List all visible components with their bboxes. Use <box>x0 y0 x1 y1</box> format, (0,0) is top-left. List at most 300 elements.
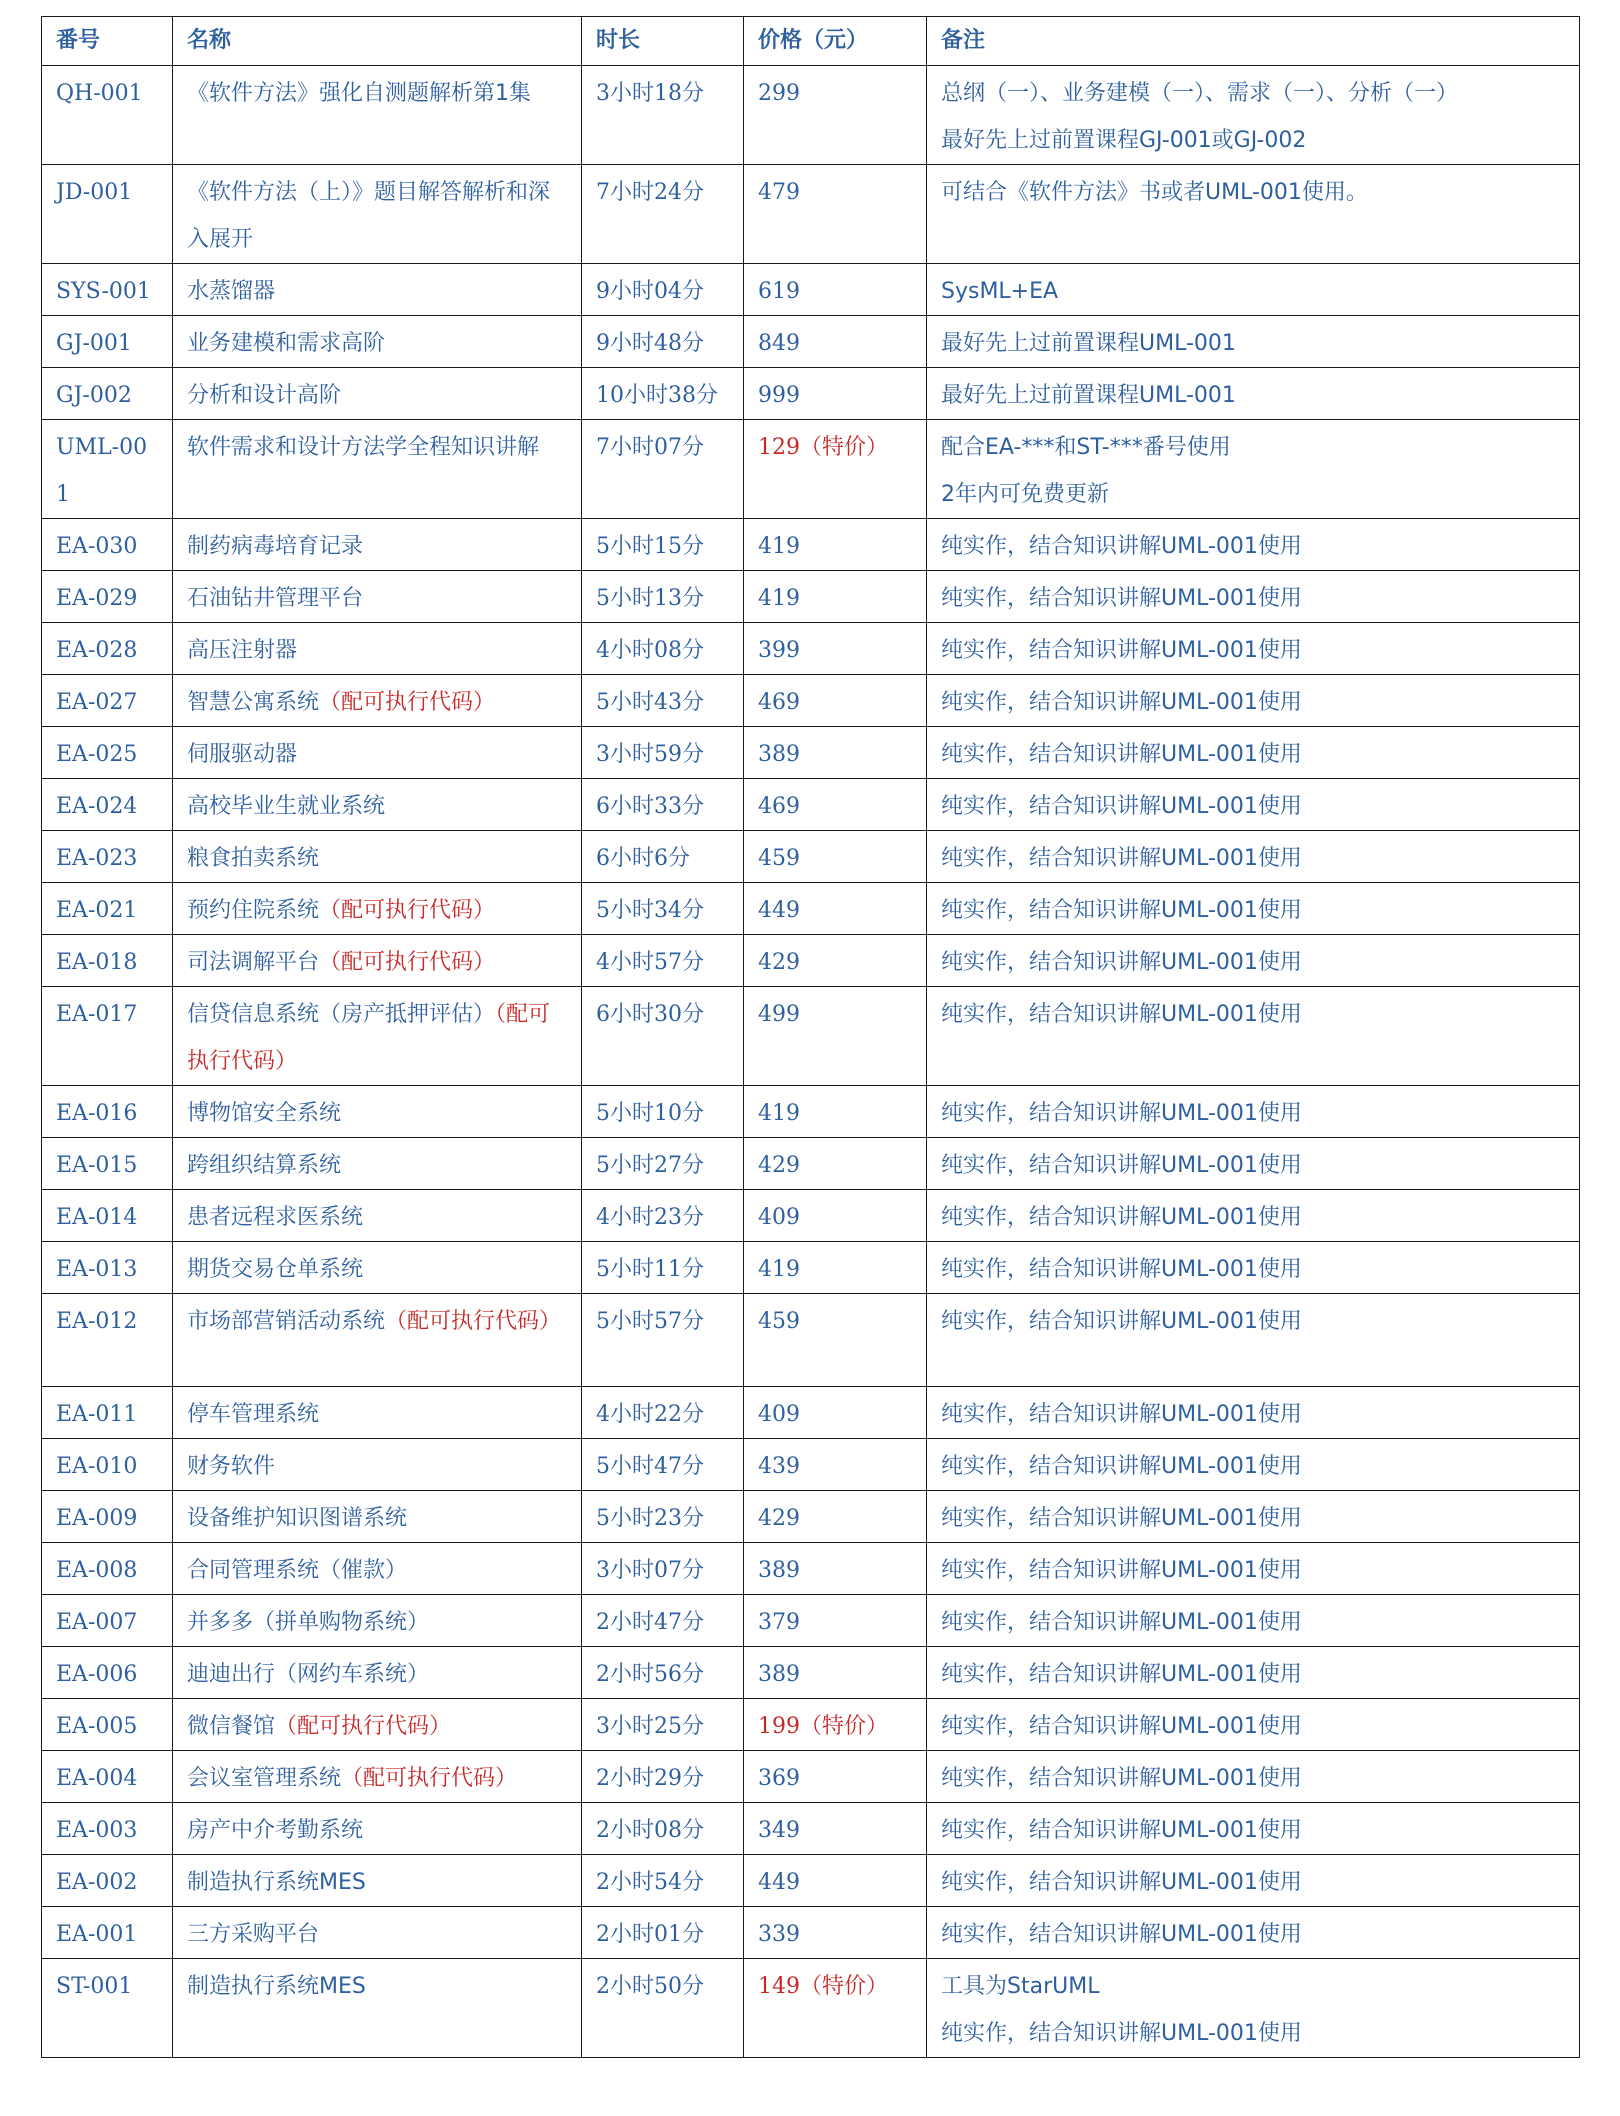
table-row <box>42 1855 1580 1907</box>
duration-cell-text: 5小时10分 <box>596 1101 704 1126</box>
note-line: 纯实作，结合知识讲解UML-001使用 <box>941 1714 1302 1739</box>
note-line: SysML+EA <box>941 279 1059 304</box>
duration-cell <box>582 987 744 1086</box>
code-cell <box>42 1751 173 1803</box>
header-note: 备注 <box>927 17 1580 66</box>
note-line: 2年内可免费更新 <box>941 482 1109 507</box>
duration-cell <box>582 1959 744 2058</box>
note-line: 纯实作，结合知识讲解UML-001使用 <box>941 1870 1302 1895</box>
code-cell-text: EA-010 <box>56 1454 138 1479</box>
course-table <box>41 16 1580 2058</box>
price-cell-text: 619 <box>758 279 800 304</box>
name-cell <box>173 264 582 316</box>
executable-code-tag: （配可执行代码） <box>341 1766 518 1791</box>
duration-cell <box>582 675 744 727</box>
price-cell-text: 449 <box>758 1870 800 1895</box>
note-cell <box>927 1491 1580 1543</box>
price-cell <box>744 987 927 1086</box>
price-cell <box>744 1751 927 1803</box>
price-cell <box>744 1647 927 1699</box>
price-cell <box>744 1543 927 1595</box>
duration-cell-text: 3小时18分 <box>596 81 704 106</box>
duration-cell-text: 7小时07分 <box>596 435 704 460</box>
duration-cell-text: 5小时13分 <box>596 586 704 611</box>
code-cell <box>42 1803 173 1855</box>
code-cell <box>42 987 173 1086</box>
price-cell <box>744 831 927 883</box>
code-cell-text: EA-006 <box>56 1662 138 1687</box>
price-cell <box>744 368 927 420</box>
table-row <box>42 831 1580 883</box>
duration-cell-text: 3小时07分 <box>596 1558 704 1583</box>
name-cell <box>173 1543 582 1595</box>
duration-cell-text: 2小时50分 <box>596 1974 704 1999</box>
duration-cell <box>582 1751 744 1803</box>
note-cell <box>927 779 1580 831</box>
duration-cell-text: 4小时08分 <box>596 638 704 663</box>
price-cell-text: 999 <box>758 383 800 408</box>
code-cell-text: EA-002 <box>56 1870 138 1895</box>
note-cell <box>927 1751 1580 1803</box>
note-cell <box>927 1387 1580 1439</box>
code-cell <box>42 727 173 779</box>
name-cell-text: 智慧公寓系统 <box>187 690 320 715</box>
name-cell <box>173 623 582 675</box>
note-cell <box>927 831 1580 883</box>
note-line: 纯实作，结合知识讲解UML-001使用 <box>941 794 1302 819</box>
code-cell <box>42 1387 173 1439</box>
note-line: 纯实作，结合知识讲解UML-001使用 <box>941 1818 1302 1843</box>
code-cell-text: EA-008 <box>56 1558 138 1583</box>
code-cell-text: GJ-001 <box>56 331 132 356</box>
header-price: 价格（元） <box>744 17 927 66</box>
note-line: 纯实作，结合知识讲解UML-001使用 <box>941 586 1302 611</box>
code-cell <box>42 883 173 935</box>
note-cell <box>927 1699 1580 1751</box>
table-row <box>42 1138 1580 1190</box>
code-cell <box>42 420 173 519</box>
note-line: 纯实作，结合知识讲解UML-001使用 <box>941 1205 1302 1230</box>
note-line: 配合EA-***和ST-***番号使用 <box>941 435 1231 460</box>
price-cell-text: 369 <box>758 1766 800 1791</box>
duration-cell <box>582 66 744 165</box>
code-cell <box>42 1543 173 1595</box>
duration-cell-text: 3小时59分 <box>596 742 704 767</box>
name-cell-text: 三方采购平台 <box>187 1922 320 1947</box>
duration-cell <box>582 1699 744 1751</box>
price-cell-text: 849 <box>758 331 800 356</box>
price-cell-text: 389 <box>758 742 800 767</box>
note-cell <box>927 1294 1580 1387</box>
note-cell <box>927 1086 1580 1138</box>
name-cell-text: 设备维护知识图谱系统 <box>187 1506 408 1531</box>
price-cell-text: 469 <box>758 794 800 819</box>
price-cell-text: 389 <box>758 1662 800 1687</box>
name-cell <box>173 1907 582 1959</box>
price-cell <box>744 1959 927 2058</box>
code-cell-text: EA-005 <box>56 1714 138 1739</box>
note-cell <box>927 1242 1580 1294</box>
name-cell-text: 《软件方法（上）》题目解答解析和深入展开 <box>187 180 551 252</box>
name-cell <box>173 675 582 727</box>
code-cell <box>42 1439 173 1491</box>
note-line: 总纲（一）、业务建模（一）、需求（一）、分析（一） <box>941 81 1459 106</box>
code-cell-text: EA-029 <box>56 586 138 611</box>
duration-cell <box>582 831 744 883</box>
name-cell-text: 财务软件 <box>187 1454 276 1479</box>
executable-code-tag: （配可执行代码） <box>187 1002 551 1074</box>
note-cell <box>927 1543 1580 1595</box>
code-cell-text: EA-027 <box>56 690 138 715</box>
note-cell <box>927 1855 1580 1907</box>
code-cell-text: EA-004 <box>56 1766 138 1791</box>
price-cell <box>744 1907 927 1959</box>
price-cell <box>744 675 927 727</box>
name-cell <box>173 987 582 1086</box>
table-row <box>42 571 1580 623</box>
table-row <box>42 1907 1580 1959</box>
code-cell <box>42 1138 173 1190</box>
name-cell <box>173 1751 582 1803</box>
price-cell-text: 429 <box>758 1506 800 1531</box>
table-row <box>42 1190 1580 1242</box>
duration-cell-text: 6小时6分 <box>596 846 690 871</box>
code-cell <box>42 1699 173 1751</box>
header-code: 番号 <box>42 17 173 66</box>
name-cell-text: 分析和设计高阶 <box>187 383 342 408</box>
note-cell <box>927 623 1580 675</box>
note-line: 纯实作，结合知识讲解UML-001使用 <box>941 1002 1302 1027</box>
name-cell-text: 市场部营销活动系统 <box>187 1309 386 1334</box>
duration-cell-text: 5小时11分 <box>596 1257 704 1282</box>
table-row <box>42 1543 1580 1595</box>
duration-cell-text: 2小时54分 <box>596 1870 704 1895</box>
table-row <box>42 1491 1580 1543</box>
name-cell <box>173 883 582 935</box>
name-cell <box>173 1855 582 1907</box>
code-cell-text: EA-016 <box>56 1101 138 1126</box>
note-line: 纯实作，结合知识讲解UML-001使用 <box>941 534 1302 559</box>
duration-cell <box>582 935 744 987</box>
price-cell <box>744 316 927 368</box>
note-line: 最好先上过前置课程UML-001 <box>941 331 1236 356</box>
duration-cell-text: 9小时48分 <box>596 331 704 356</box>
table-row <box>42 1294 1580 1387</box>
table-row <box>42 66 1580 165</box>
name-cell <box>173 1491 582 1543</box>
code-cell <box>42 316 173 368</box>
price-cell <box>744 519 927 571</box>
name-cell <box>173 1294 582 1387</box>
duration-cell <box>582 571 744 623</box>
table-row <box>42 519 1580 571</box>
header-duration: 时长 <box>582 17 744 66</box>
code-cell-text: GJ-002 <box>56 383 132 408</box>
duration-cell <box>582 316 744 368</box>
name-cell <box>173 1803 582 1855</box>
note-cell <box>927 1439 1580 1491</box>
note-line: 纯实作，结合知识讲解UML-001使用 <box>941 1153 1302 1178</box>
duration-cell <box>582 1242 744 1294</box>
price-cell <box>744 779 927 831</box>
price-cell-text: 429 <box>758 950 800 975</box>
price-cell <box>744 1855 927 1907</box>
note-cell <box>927 727 1580 779</box>
price-cell-text: 339 <box>758 1922 800 1947</box>
code-cell <box>42 831 173 883</box>
code-cell <box>42 1595 173 1647</box>
price-cell-text: 399 <box>758 638 800 663</box>
duration-cell-text: 6小时30分 <box>596 1002 704 1027</box>
duration-cell <box>582 1294 744 1387</box>
name-cell <box>173 1086 582 1138</box>
duration-cell-text: 4小时23分 <box>596 1205 704 1230</box>
code-cell <box>42 1242 173 1294</box>
code-cell-text: EA-012 <box>56 1309 138 1334</box>
code-cell-text: EA-025 <box>56 742 138 767</box>
duration-cell <box>582 1647 744 1699</box>
executable-code-tag: （配可执行代码） <box>319 690 496 715</box>
name-cell <box>173 1439 582 1491</box>
duration-cell-text: 5小时47分 <box>596 1454 704 1479</box>
duration-cell <box>582 1543 744 1595</box>
code-cell-text: ST-001 <box>56 1974 133 1999</box>
code-cell <box>42 1190 173 1242</box>
note-cell <box>927 935 1580 987</box>
name-cell-text: 《软件方法》强化自测题解析第1集 <box>187 81 531 106</box>
note-line: 纯实作，结合知识讲解UML-001使用 <box>941 1610 1302 1635</box>
table-row <box>42 420 1580 519</box>
price-cell <box>744 623 927 675</box>
duration-cell-text: 2小时01分 <box>596 1922 704 1947</box>
duration-cell <box>582 1595 744 1647</box>
note-line: 工具为StarUML <box>941 1974 1100 1999</box>
name-cell <box>173 1959 582 2058</box>
price-cell <box>744 264 927 316</box>
name-cell-text: 患者远程求医系统 <box>187 1205 364 1230</box>
price-cell <box>744 571 927 623</box>
name-cell-text: 高压注射器 <box>187 638 298 663</box>
code-cell <box>42 66 173 165</box>
duration-cell <box>582 727 744 779</box>
table-row <box>42 1086 1580 1138</box>
code-cell <box>42 1086 173 1138</box>
code-cell-text: EA-013 <box>56 1257 138 1282</box>
name-cell-text: 微信餐馆 <box>187 1714 276 1739</box>
table-row <box>42 1803 1580 1855</box>
duration-cell <box>582 420 744 519</box>
table-row <box>42 1959 1580 2058</box>
duration-cell-text: 5小时27分 <box>596 1153 704 1178</box>
name-cell <box>173 1595 582 1647</box>
note-line: 纯实作，结合知识讲解UML-001使用 <box>941 1257 1302 1282</box>
note-cell <box>927 264 1580 316</box>
price-cell <box>744 1699 927 1751</box>
price-cell <box>744 1242 927 1294</box>
code-cell-text: SYS-001 <box>56 279 151 304</box>
note-line: 最好先上过前置课程GJ-001或GJ-002 <box>941 128 1307 153</box>
duration-cell-text: 2小时29分 <box>596 1766 704 1791</box>
duration-cell-text: 5小时23分 <box>596 1506 704 1531</box>
name-cell-text: 业务建模和需求高阶 <box>187 331 386 356</box>
note-line: 纯实作，结合知识讲解UML-001使用 <box>941 1922 1302 1947</box>
code-cell <box>42 779 173 831</box>
duration-cell-text: 5小时34分 <box>596 898 704 923</box>
table-row <box>42 316 1580 368</box>
price-cell <box>744 1439 927 1491</box>
price-cell <box>744 1086 927 1138</box>
price-cell-text: 449 <box>758 898 800 923</box>
note-cell <box>927 675 1580 727</box>
duration-cell <box>582 1907 744 1959</box>
note-line: 纯实作，结合知识讲解UML-001使用 <box>941 898 1302 923</box>
code-cell-text: EA-017 <box>56 1002 138 1027</box>
price-cell-text: 499 <box>758 1002 800 1027</box>
duration-cell <box>582 1855 744 1907</box>
note-line: 纯实作，结合知识讲解UML-001使用 <box>941 1454 1302 1479</box>
code-cell-text: EA-021 <box>56 898 138 923</box>
note-cell <box>927 368 1580 420</box>
code-cell-text: UML-001 <box>56 435 148 507</box>
note-cell <box>927 1190 1580 1242</box>
name-cell <box>173 66 582 165</box>
table-row <box>42 165 1580 264</box>
table-row <box>42 935 1580 987</box>
price-cell-text: 149（特价） <box>758 1974 888 1999</box>
duration-cell <box>582 779 744 831</box>
note-cell <box>927 420 1580 519</box>
duration-cell <box>582 368 744 420</box>
note-line: 纯实作，结合知识讲解UML-001使用 <box>941 846 1302 871</box>
price-cell-text: 419 <box>758 1101 800 1126</box>
duration-cell <box>582 264 744 316</box>
table-row <box>42 727 1580 779</box>
price-cell <box>744 1294 927 1387</box>
code-cell <box>42 623 173 675</box>
note-line: 纯实作，结合知识讲解UML-001使用 <box>941 950 1302 975</box>
name-cell-text: 会议室管理系统 <box>187 1766 342 1791</box>
note-cell <box>927 1803 1580 1855</box>
name-cell-text: 水蒸馏器 <box>187 279 276 304</box>
price-cell <box>744 1190 927 1242</box>
executable-code-tag: （配可执行代码） <box>319 898 496 923</box>
duration-cell <box>582 519 744 571</box>
note-line: 纯实作，结合知识讲解UML-001使用 <box>941 690 1302 715</box>
name-cell-text: 房产中介考勤系统 <box>187 1818 364 1843</box>
note-cell <box>927 883 1580 935</box>
note-line: 纯实作，结合知识讲解UML-001使用 <box>941 1309 1302 1334</box>
duration-cell <box>582 1190 744 1242</box>
note-line: 纯实作，结合知识讲解UML-001使用 <box>941 1662 1302 1687</box>
name-cell-text: 迪迪出行（网约车系统） <box>187 1662 430 1687</box>
duration-cell <box>582 1439 744 1491</box>
code-cell <box>42 935 173 987</box>
duration-cell-text: 9小时04分 <box>596 279 704 304</box>
name-cell <box>173 779 582 831</box>
note-cell <box>927 1595 1580 1647</box>
table-row <box>42 1242 1580 1294</box>
price-cell-text: 419 <box>758 534 800 559</box>
name-cell-text: 制造执行系统MES <box>187 1974 366 1999</box>
duration-cell-text: 5小时43分 <box>596 690 704 715</box>
note-line: 纯实作，结合知识讲解UML-001使用 <box>941 1402 1302 1427</box>
price-cell <box>744 66 927 165</box>
price-cell-text: 389 <box>758 1558 800 1583</box>
duration-cell <box>582 165 744 264</box>
price-cell-text: 409 <box>758 1402 800 1427</box>
code-cell <box>42 1907 173 1959</box>
price-cell-text: 199（特价） <box>758 1714 888 1739</box>
name-cell-text: 跨组织结算系统 <box>187 1153 342 1178</box>
name-cell <box>173 1242 582 1294</box>
duration-cell-text: 7小时24分 <box>596 180 704 205</box>
code-cell-text: QH-001 <box>56 81 143 106</box>
duration-cell <box>582 623 744 675</box>
code-cell-text: EA-023 <box>56 846 138 871</box>
name-cell <box>173 316 582 368</box>
note-line: 最好先上过前置课程UML-001 <box>941 383 1236 408</box>
name-cell-text: 预约住院系统 <box>187 898 320 923</box>
code-cell <box>42 1294 173 1387</box>
code-cell-text: EA-011 <box>56 1402 138 1427</box>
price-cell-text: 459 <box>758 846 800 871</box>
name-cell <box>173 1647 582 1699</box>
price-cell <box>744 1595 927 1647</box>
name-cell-text: 信贷信息系统（房产抵押评估） <box>187 1002 496 1027</box>
note-line: 可结合《软件方法》书或者UML-001使用。 <box>941 180 1368 205</box>
code-cell <box>42 1491 173 1543</box>
name-cell-text: 期货交易仓单系统 <box>187 1257 364 1282</box>
note-cell <box>927 66 1580 165</box>
code-cell-text: EA-009 <box>56 1506 138 1531</box>
code-cell-text: EA-007 <box>56 1610 138 1635</box>
price-cell-text: 129（特价） <box>758 435 888 460</box>
code-cell <box>42 1855 173 1907</box>
code-cell-text: EA-030 <box>56 534 138 559</box>
executable-code-tag: （配可执行代码） <box>275 1714 452 1739</box>
executable-code-tag: （配可执行代码） <box>385 1309 562 1334</box>
table-row <box>42 1699 1580 1751</box>
name-cell <box>173 727 582 779</box>
price-cell-text: 429 <box>758 1153 800 1178</box>
duration-cell-text: 4小时57分 <box>596 950 704 975</box>
header-name: 名称 <box>173 17 582 66</box>
code-cell-text: EA-018 <box>56 950 138 975</box>
name-cell-text: 博物馆安全系统 <box>187 1101 342 1126</box>
code-cell <box>42 571 173 623</box>
note-cell <box>927 1959 1580 2058</box>
duration-cell-text: 3小时25分 <box>596 1714 704 1739</box>
note-cell <box>927 987 1580 1086</box>
name-cell <box>173 1699 582 1751</box>
name-cell-text: 制造执行系统MES <box>187 1870 366 1895</box>
code-cell-text: EA-003 <box>56 1818 138 1843</box>
code-cell <box>42 675 173 727</box>
price-cell-text: 409 <box>758 1205 800 1230</box>
name-cell <box>173 1190 582 1242</box>
note-cell <box>927 571 1580 623</box>
code-cell <box>42 165 173 264</box>
price-cell <box>744 1491 927 1543</box>
note-line: 纯实作，结合知识讲解UML-001使用 <box>941 1766 1302 1791</box>
code-cell-text: EA-028 <box>56 638 138 663</box>
table-row <box>42 1595 1580 1647</box>
name-cell <box>173 831 582 883</box>
note-cell <box>927 1138 1580 1190</box>
price-cell <box>744 727 927 779</box>
table-row <box>42 1647 1580 1699</box>
duration-cell-text: 5小时15分 <box>596 534 704 559</box>
